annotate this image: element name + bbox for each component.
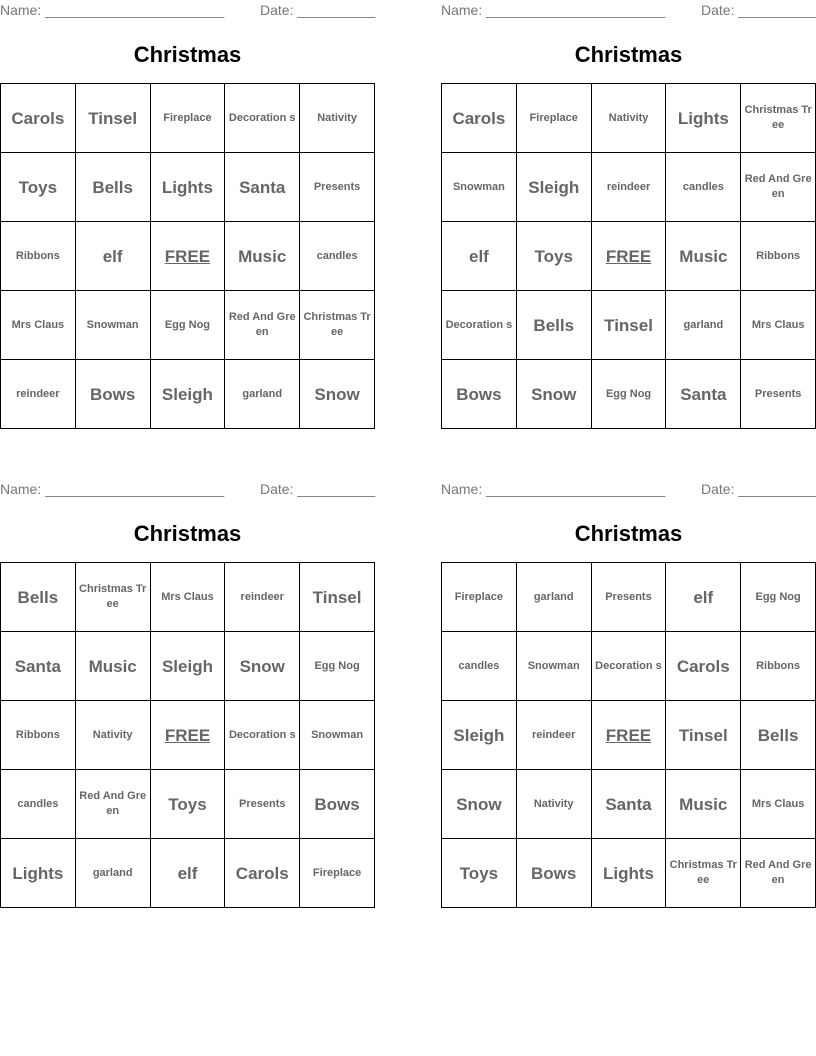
grid-row (1, 770, 375, 839)
grid-cell: Fireplace (300, 839, 375, 908)
grid-cell: Bells (1, 563, 76, 632)
grid-row (1, 360, 375, 429)
grid-row (442, 701, 816, 770)
grid-cell: Ribbons (1, 701, 76, 770)
grid-row (442, 839, 816, 908)
free-space-cell: FREE (150, 222, 225, 291)
grid-cell: elf (150, 839, 225, 908)
grid-cell: Nativity (300, 84, 375, 153)
grid-cell: Sleigh (150, 632, 225, 701)
grid-cell: Santa (666, 360, 741, 429)
grid-cell: reindeer (225, 563, 300, 632)
grid-cell: Toys (442, 839, 517, 908)
grid-cell: candles (300, 222, 375, 291)
grid-row (442, 360, 816, 429)
grid-cell: Santa (225, 153, 300, 222)
name-field-label: Name: _______________________ (0, 481, 225, 497)
grid-cell: Ribbons (741, 222, 816, 291)
grid-cell: Red And Green (75, 770, 150, 839)
grid-cell: Snow (516, 360, 591, 429)
date-field-label: Date: __________ (260, 2, 376, 18)
grid-cell: Tinsel (591, 291, 666, 360)
grid-cell: Music (666, 770, 741, 839)
name-field-label: Name: _______________________ (0, 2, 225, 18)
free-space-cell: FREE (591, 222, 666, 291)
grid-cell: Snowman (75, 291, 150, 360)
grid-cell: Bells (741, 701, 816, 770)
grid-cell: Christmas Tree (75, 563, 150, 632)
grid-cell: Tinsel (300, 563, 375, 632)
grid-cell: Mrs Claus (150, 563, 225, 632)
date-field-label: Date: __________ (260, 481, 376, 497)
grid-cell: garland (75, 839, 150, 908)
bingo-grid (0, 83, 375, 429)
grid-cell: Presents (225, 770, 300, 839)
grid-cell: Nativity (516, 770, 591, 839)
grid-cell: Nativity (75, 701, 150, 770)
date-field-label: Date: __________ (701, 481, 816, 497)
grid-row (1, 563, 375, 632)
name-field-label: Name: _______________________ (441, 481, 666, 497)
grid-cell: elf (442, 222, 517, 291)
card-header (441, 0, 816, 22)
grid-cell: Snow (225, 632, 300, 701)
grid-row (442, 770, 816, 839)
bingo-grid (0, 562, 375, 908)
grid-cell: Toys (1, 153, 76, 222)
grid-cell: Tinsel (75, 84, 150, 153)
grid-cell: Ribbons (741, 632, 816, 701)
grid-cell: Red And Green (741, 153, 816, 222)
grid-row (442, 632, 816, 701)
grid-cell: Toys (150, 770, 225, 839)
grid-cell: Bows (442, 360, 517, 429)
grid-row (1, 632, 375, 701)
grid-cell: Carols (442, 84, 517, 153)
grid-row (1, 153, 375, 222)
grid-cell: Music (225, 222, 300, 291)
grid-cell: garland (225, 360, 300, 429)
grid-cell: Egg Nog (300, 632, 375, 701)
grid-cell: Snowman (300, 701, 375, 770)
grid-cell: reindeer (591, 153, 666, 222)
grid-cell: Mrs Claus (741, 291, 816, 360)
grid-row (1, 291, 375, 360)
grid-cell: Egg Nog (741, 563, 816, 632)
grid-cell: Toys (516, 222, 591, 291)
grid-cell: Presents (591, 563, 666, 632)
grid-cell: Decoration s (591, 632, 666, 701)
grid-cell: Carols (666, 632, 741, 701)
grid-cell: Sleigh (150, 360, 225, 429)
grid-cell: Red And Green (225, 291, 300, 360)
grid-cell: Santa (1, 632, 76, 701)
grid-cell: Snowman (442, 153, 517, 222)
grid-cell: Fireplace (150, 84, 225, 153)
grid-cell: Lights (666, 84, 741, 153)
grid-cell: Christmas Tree (741, 84, 816, 153)
grid-cell: Snow (442, 770, 517, 839)
grid-cell: Mrs Claus (1, 291, 76, 360)
grid-cell: Decoration s (225, 84, 300, 153)
grid-cell: elf (666, 563, 741, 632)
grid-cell: Lights (591, 839, 666, 908)
grid-row (442, 84, 816, 153)
bingo-grid (441, 83, 816, 429)
date-field-label: Date: __________ (701, 2, 816, 18)
grid-cell: Bows (300, 770, 375, 839)
grid-cell: Fireplace (516, 84, 591, 153)
grid-cell: Bells (516, 291, 591, 360)
card-header (441, 479, 816, 501)
grid-row (442, 222, 816, 291)
grid-cell: Nativity (591, 84, 666, 153)
grid-row (1, 839, 375, 908)
grid-cell: Bells (75, 153, 150, 222)
grid-cell: Snow (300, 360, 375, 429)
grid-cell: Christmas Tree (666, 839, 741, 908)
free-space-cell: FREE (591, 701, 666, 770)
grid-cell: reindeer (1, 360, 76, 429)
grid-row (442, 291, 816, 360)
grid-cell: Music (666, 222, 741, 291)
grid-cell: Egg Nog (150, 291, 225, 360)
name-field-label: Name: _______________________ (441, 2, 666, 18)
free-space-cell: FREE (150, 701, 225, 770)
card-title: Christmas (574, 521, 683, 546)
grid-cell: Presents (300, 153, 375, 222)
grid-cell: garland (516, 563, 591, 632)
card-title: Christmas (574, 42, 683, 67)
grid-cell: Mrs Claus (741, 770, 816, 839)
bingo-grid (441, 562, 816, 908)
grid-cell: Bows (516, 839, 591, 908)
grid-cell: Red And Green (741, 839, 816, 908)
grid-cell: Decoration s (442, 291, 517, 360)
grid-cell: garland (666, 291, 741, 360)
grid-cell: Sleigh (516, 153, 591, 222)
grid-cell: Carols (1, 84, 76, 153)
card-title: Christmas (133, 42, 242, 67)
grid-cell: reindeer (516, 701, 591, 770)
grid-cell: candles (1, 770, 76, 839)
card-header (0, 0, 375, 22)
grid-row (1, 84, 375, 153)
grid-cell: Santa (591, 770, 666, 839)
grid-cell: candles (442, 632, 517, 701)
grid-cell: Tinsel (666, 701, 741, 770)
grid-cell: Fireplace (442, 563, 517, 632)
grid-cell: Christmas Tree (300, 291, 375, 360)
card-title: Christmas (133, 521, 242, 546)
grid-cell: Carols (225, 839, 300, 908)
grid-cell: Snowman (516, 632, 591, 701)
grid-cell: elf (75, 222, 150, 291)
grid-cell: candles (666, 153, 741, 222)
grid-cell: Presents (741, 360, 816, 429)
grid-cell: Music (75, 632, 150, 701)
grid-row (1, 222, 375, 291)
grid-cell: Decoration s (225, 701, 300, 770)
grid-row (1, 701, 375, 770)
card-header (0, 479, 375, 501)
grid-cell: Sleigh (442, 701, 517, 770)
grid-cell: Bows (75, 360, 150, 429)
grid-cell: Egg Nog (591, 360, 666, 429)
grid-cell: Ribbons (1, 222, 76, 291)
grid-row (442, 153, 816, 222)
grid-cell: Lights (1, 839, 76, 908)
grid-cell: Lights (150, 153, 225, 222)
grid-row (442, 563, 816, 632)
